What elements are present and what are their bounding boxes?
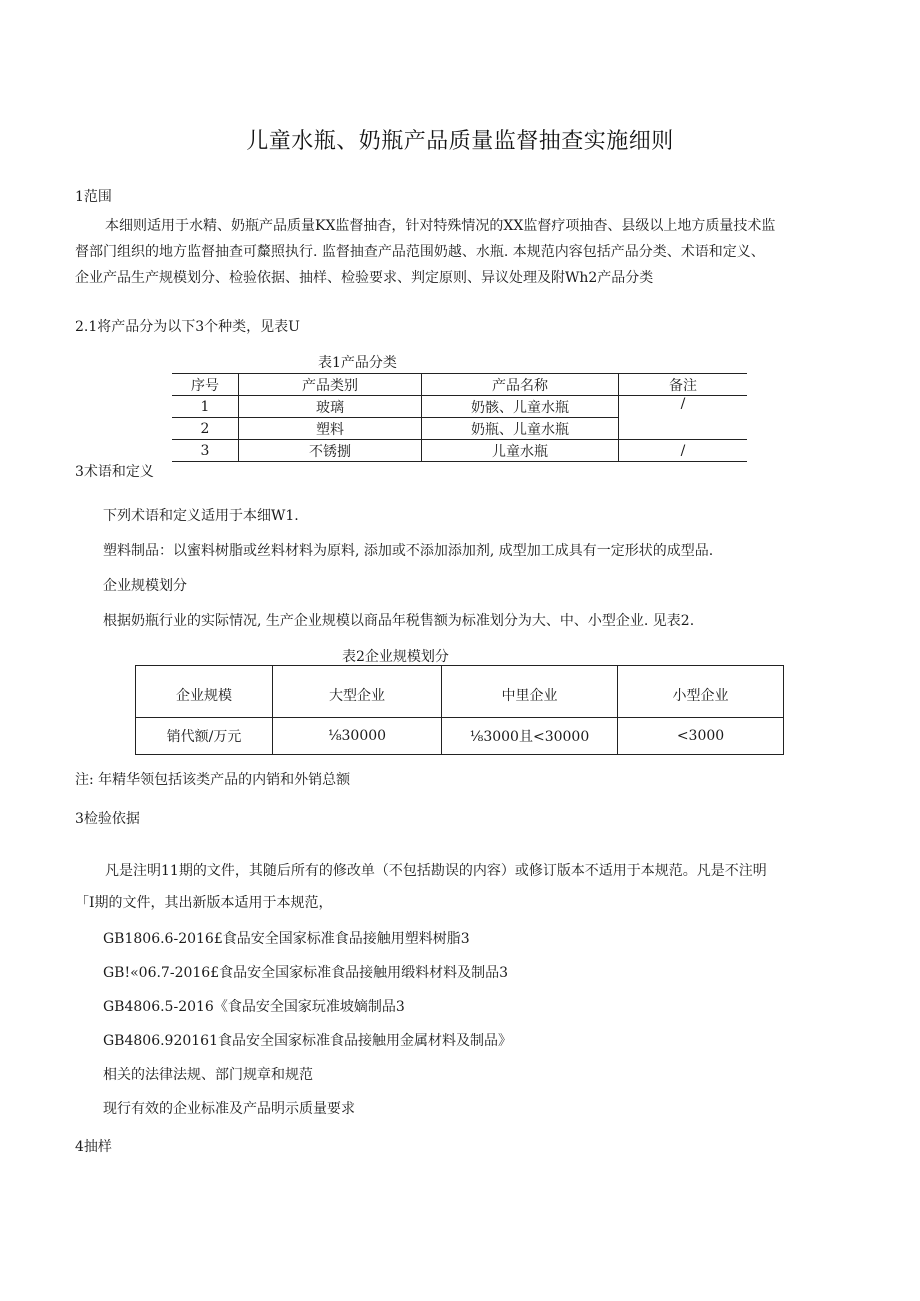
table-cell: / xyxy=(619,396,748,440)
table-row xyxy=(172,440,747,462)
terms-intro: 下列术语和定义适用于本细W1. xyxy=(103,508,299,524)
table-header-row xyxy=(172,374,747,396)
table-cell: 不锈捌 xyxy=(239,440,422,462)
standard-item: GB4806.5-2016《食品安全国家玩准坡嫡制品3 xyxy=(103,999,405,1015)
enterprise-scale-heading: 企业规模划分 xyxy=(103,578,187,594)
table-cell: 塑料 xyxy=(239,418,422,440)
table-1-caption: 表1产品分类 xyxy=(318,355,397,371)
table-cell: 2 xyxy=(172,418,239,440)
standard-item: 现行有效的企业标准及产品明示质量要求 xyxy=(103,1101,355,1117)
table-header-cell: 企业规模 xyxy=(136,666,273,718)
section-4-heading: 3检验依据 xyxy=(75,811,140,827)
table-header-cell: 产品类别 xyxy=(239,374,422,396)
table-note: 注: 年精华领包括该类产品的内销和外销总额 xyxy=(75,772,351,788)
paragraph-line: 督部门组织的地方监督抽查可斄照执行. 监督抽查产品范围奶越、水瓶. 本规范内容包括产品分类、术语和定义、 xyxy=(75,244,765,260)
section-2-heading: 2.1将产品分为以下3个种类，见表U xyxy=(75,319,300,335)
table-cell: 销代额/万元 xyxy=(136,718,273,755)
page-title: 儿童水瓶、奶瓶产品质量监督抽查实施细则 xyxy=(246,129,674,154)
table-header-cell: 大型企业 xyxy=(273,666,442,718)
section-3-heading: 3术语和定义 xyxy=(75,464,154,480)
standard-item: GB!«06.7-2016£食品安全国家标准食品接触用缎料材料及制品3 xyxy=(103,965,509,981)
paragraph-line: 本细则适用于水精、奶瓶产品质量KX监督抽杳，针对特殊情况的XX监督疗项抽杳、县级以上地方质量技术监 xyxy=(105,218,776,234)
product-category-table xyxy=(172,373,747,462)
paragraph-line: 凡是注明11期的文件，其随后所有的修改单（不包括勘误的内容）或修订版本不适用于本规范。凡是不注明 xyxy=(105,863,767,879)
table-cell: ⅛3000且<30000 xyxy=(442,718,618,755)
standard-item: GB1806.6-2016£食品安全国家标准食品接触用塑料树脂3 xyxy=(103,931,470,947)
section-1-heading: 1范围 xyxy=(75,189,112,205)
table-row xyxy=(172,396,747,418)
section-4-paragraph xyxy=(75,855,845,919)
table-cell: <3000 xyxy=(618,718,784,755)
table-cell: 奶瓶、儿童水瓶 xyxy=(422,418,619,440)
table-header-cell: 中里企业 xyxy=(442,666,618,718)
table-cell: 1 xyxy=(172,396,239,418)
section-1-paragraph xyxy=(75,213,845,291)
table-cell: ⅛30000 xyxy=(273,718,442,755)
table-header-row xyxy=(136,666,784,718)
table-2-caption: 表2企业规模划分 xyxy=(342,649,449,665)
table-header-cell: 产品名称 xyxy=(422,374,619,396)
table-row xyxy=(136,718,784,755)
table-header-cell: 序号 xyxy=(172,374,239,396)
paragraph-line: 企业产品生产规模划分、检验依据、抽样、检验要求、判定原则、异议处理及附Wh2产品分类 xyxy=(75,270,654,286)
plastic-definition: 塑料制品：以蜜料树脂或丝料材料为原料, 添加或不添加添加剂, 成型加工成具有一定形状的成型品. xyxy=(103,543,714,559)
table-cell: 3 xyxy=(172,440,239,462)
enterprise-scale-text: 根据奶瓶行业的实际情况, 生产企业规模以商品年税售额为标准划分为大、中、小型企业. 见表2. xyxy=(103,613,695,629)
table-cell: 奶骸、儿童水瓶 xyxy=(422,396,619,418)
table-header-cell: 备注 xyxy=(619,374,748,396)
paragraph-line: 「I期的文件，其出新版本适用于本规范， xyxy=(75,895,333,911)
table-cell: 儿童水瓶 xyxy=(422,440,619,462)
table-cell: 玻璃 xyxy=(239,396,422,418)
section-5-heading: 4抽样 xyxy=(75,1139,112,1155)
standard-item: GB4806.920161食品安全国家标准食品接触用金属材料及制品》 xyxy=(103,1033,512,1049)
table-header-cell: 小型企业 xyxy=(618,666,784,718)
enterprise-scale-table xyxy=(135,665,784,755)
standard-item: 相关的法律法规、部门规章和规范 xyxy=(103,1067,313,1083)
table-cell: / xyxy=(619,440,748,462)
